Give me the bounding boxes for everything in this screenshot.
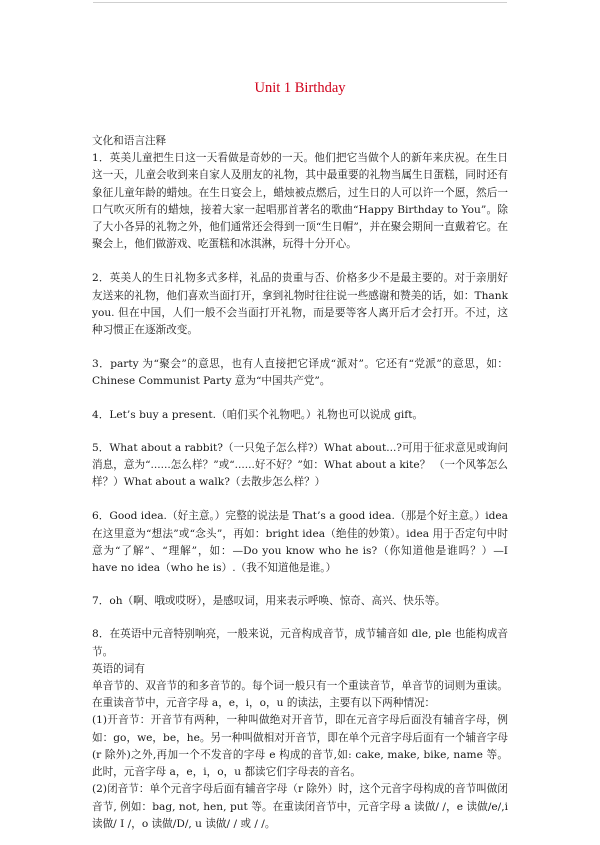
note-6: 6．Good idea.（好主意。）完整的说法是 That’s a good idea.（那是个好主意。）idea 在这里意为“想法”或“念头”，再如：bright idea（绝佳的妙策）。idea 用于否定句中时意为“了解”、“理解”，如：—Do you know who he is?（你知道他是谁吗？）—I have no idea（who he is）.（我不知道他是谁。） [92,510,508,575]
note-3: 3．party 为“聚会”的意思，也有人直接把它译成“派对”。它还有“党派”的意思，如：Chinese Communist Party 意为“中国共产党”。 [92,358,508,388]
note-5: 5．What about a rabbit?（一只兔子怎么样?）What about...?可用于征求意见或询问消息，意为“......怎么样？”或“......好不好？”如：What about a kite？ （一个风筝怎么样？）What about a walk?（去散步怎么样？） [92,441,508,489]
note-4: 4．Let’s buy a present.（咱们买个礼物吧。）礼物也可以说成 gift。 [92,408,424,421]
page-title: Unit 1 Birthday [254,80,346,96]
note-8-open-syllable: (1)开音节：开音节有两种，一种叫做绝对开音节，即在元音字母后面没有辅音字母，例如：go，we，be，he。另一种叫做相对开音节，即在单个元音字母后面有一个辅音字母(r 除外)之外,再加一个不发音的字母 e 构成的音节,如: cake, make, bike, name 等。此时，元音字母 a，e，i，o，u 都读它们字母表的音名。 [92,714,508,779]
section-heading: 文化和语言注释 [92,135,167,147]
note-8-heading: 英语的词有 [92,662,145,675]
note-8-closed-syllable: (2)闭音节：单个元音字母后面有辅音字母（r 除外）时，这个元音字母构成的音节叫做闭音节, 例如：bag, not, hen, put 等。在重读闭音节中，元音字母 a 读做/ /，e 读做/e/,i 读做/ I /，o 读做/D/, u 读做/ / 或 / /。 [92,783,508,830]
note-2: 2．英美人的生日礼物多式多样，礼品的贵重与否、价格多少不是最主要的。对于亲朋好友送来的礼物，他们喜欢当面打开，拿到礼物时往往说一些感谢和赞美的话，如：Thank you. 但在中国，人们一般不会当面打开礼物，而是要等客人离开后才会打开。不过，这种习惯正在逐渐改变。 [92,272,508,337]
note-8-syllables: 单音节的、双音节的和多音节的。每个词一般只有一个重读音节，单音节的词则为重读。在重读音节中，元音字母 a，e，i，o，u 的读法，主要有以下两种情况： [92,680,508,710]
note-7: 7．oh（啊、哦或哎呀），是感叹词，用来表示呼唤、惊奇、高兴、快乐等。 [92,595,446,608]
header-rule [93,2,507,3]
note-1: 1．英美儿童把生日这一天看做是奇妙的一天。他们把它当做个人的新年来庆祝。在生日这一天，儿童会收到来自家人及朋友的礼物，其中最重要的礼物当属生日蛋糕，同时还有象征儿童年龄的蜡烛。在生日宴会上，蜡烛被点燃后，过生日的人可以许一个愿，然后一口气吹灭所有的蜡烛，接着大家一起唱那首著名的歌曲“Happy Birthday to You”。除了大小各异的礼物之外，他们通常还会得到一顶“生日帽”，并在聚会期间一直戴着它。在聚会上，他们做游戏、吃蛋糕和冰淇淋，玩得十分开心。 [92,152,508,251]
note-8-intro: 8．在英语中元音特别响亮，一般来说，元音构成音节，成节辅音如 dle, ple 也能构成音节。 [92,628,508,658]
document-body [92,133,508,833]
